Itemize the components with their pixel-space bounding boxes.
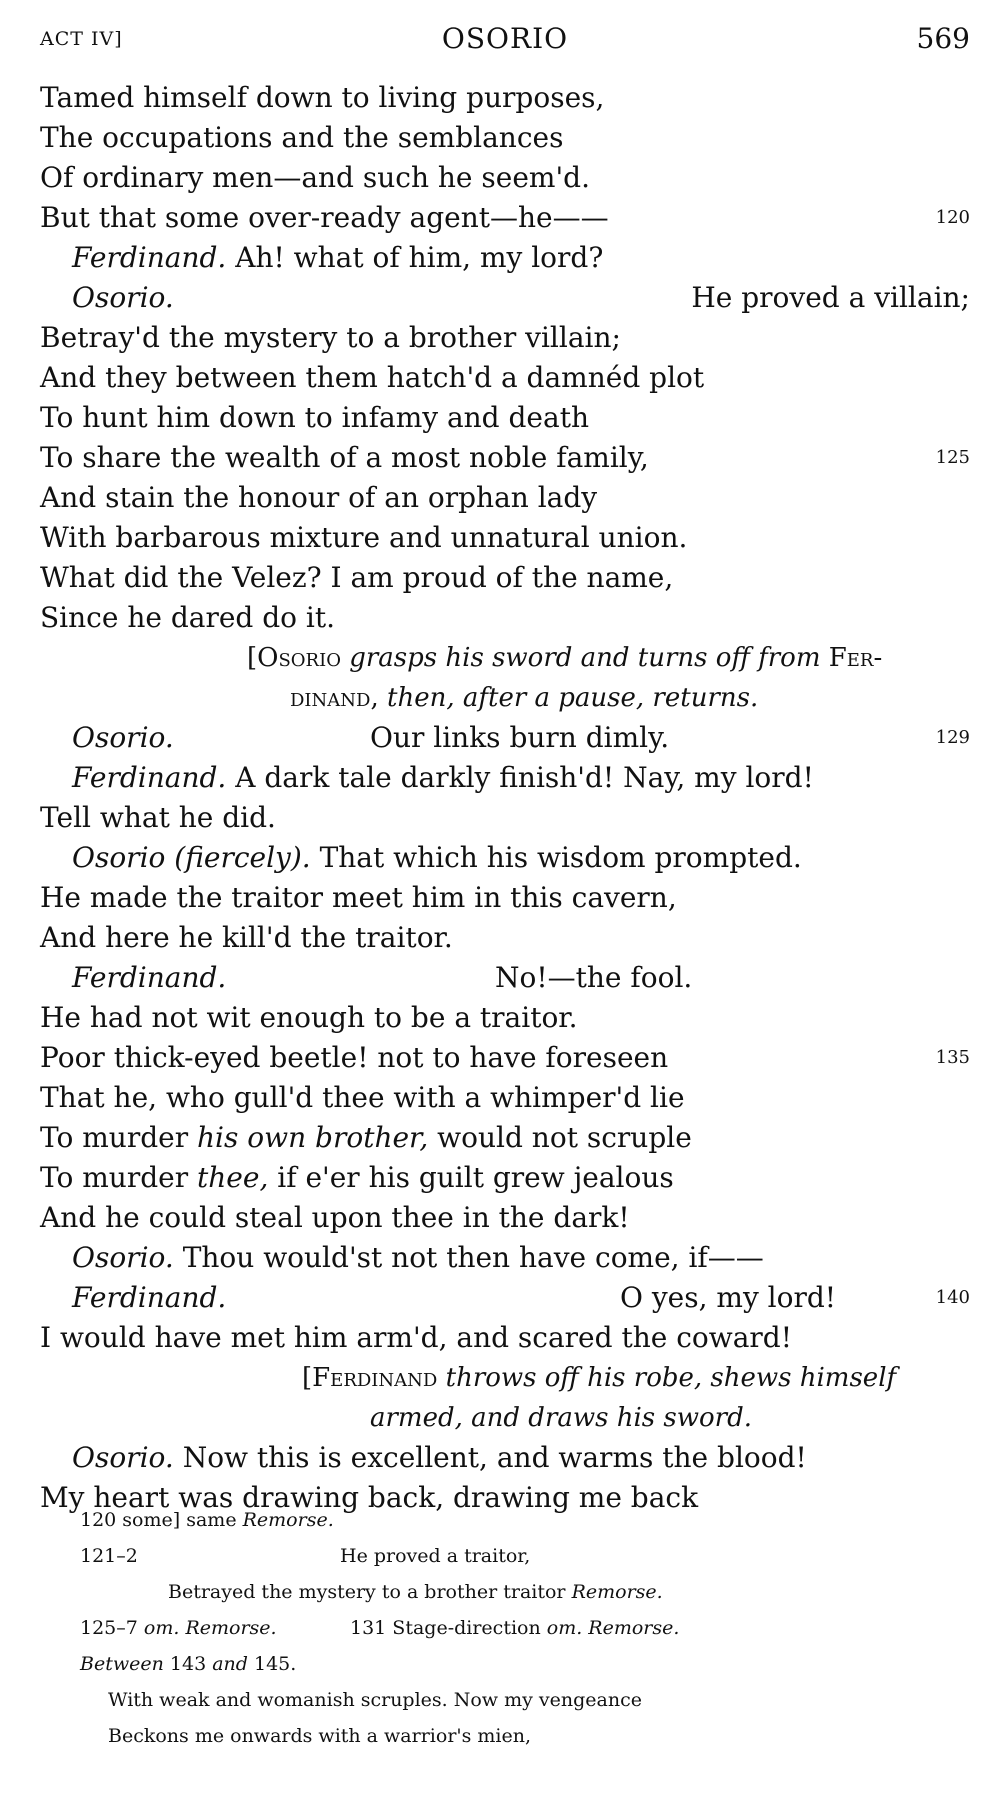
line-number: 129 [935,727,970,748]
verse-line: Osorio (fiercely). That which his wisdom prompted. [72,841,802,874]
verse-line: He made the traitor meet him in this cavern, [40,881,677,914]
footnote-line: With weak and womanish scruples. Now my vengeance [108,1689,642,1711]
verse-line: To share the wealth of a most noble family, 125 [40,438,970,478]
verse-line: Osorio. Now this is excellent, and warms the blood! [72,1441,807,1474]
page-title: OSORIO [441,22,569,55]
verse-line: Of ordinary men—and such he seem'd. [40,161,590,194]
verse-line: Osorio. Thou would'st not then have come, if—— [72,1241,764,1274]
stage-direction: [Osorio grasps his sword and turns off from Fer- [247,643,883,673]
verse-line: My heart was drawing back, drawing me back [40,1481,699,1514]
speaker: Osorio (fiercely). [72,841,311,874]
verse-line: And stain the honour of an orphan lady [40,481,598,514]
footnote-line: Beckons me onwards with a warrior's mien, [108,1725,532,1747]
verse-line: Ferdinand. Ah! what of him, my lord? [72,241,604,274]
speaker: Osorio. [72,1241,174,1274]
verse-line: Tell what he did. [40,801,276,834]
verse-line: Betray'd the mystery to a brother villain; [40,321,621,354]
verse-line: That he, who gull'd thee with a whimper'd lie [40,1081,685,1114]
verse-line: Poor thick-eyed beetle! not to have foreseen 135 [40,1038,970,1078]
footnote-line: 121–2 He proved a traitor, [80,1545,531,1567]
stage-direction: dinand, then, after a pause, returns. [290,683,759,713]
verse-line: Ferdinand. A dark tale darkly finish'd! Nay, my lord! [72,761,814,794]
verse-line: And here he kill'd the traitor. [40,921,453,954]
verse-line: He had not wit enough to be a traitor. [40,1001,578,1034]
verse-line: To murder his own brother, would not scruple [40,1121,692,1154]
verse-line: And they between them hatch'd a damnéd plot [40,361,705,394]
verse-text [40,78,970,1518]
footnote-line: 125–7 om. Remorse. 131 Stage-direction om. Remorse. [80,1617,680,1639]
verse-line: I would have met him arm'd, and scared the coward! [40,1321,792,1354]
speaker: Ferdinand. [72,961,227,994]
verse-line: To hunt him down to infamy and death [40,401,589,434]
page-number: 569 [916,22,970,55]
act-label: ACT IV] [40,28,123,50]
line-number: 120 [935,207,970,228]
running-header [40,22,970,62]
verse-line: Ferdinand. O yes, my lord! 140 [40,1278,970,1318]
page [40,0,970,1819]
line-number: 135 [935,1047,970,1068]
speaker: Ferdinand. [72,241,227,274]
speaker: Ferdinand. [72,761,227,794]
stage-direction: armed, and draws his sword. [370,1403,752,1433]
footnotes [80,1502,960,1754]
footnote-line: Betrayed the mystery to a brother traitor Remorse. [168,1581,663,1603]
verse-line: And he could steal upon thee in the dark! [40,1201,630,1234]
line-number: 140 [935,1287,970,1308]
verse-line: Since he dared do it. [40,601,336,634]
speaker: Osorio. [72,721,174,754]
speaker: Osorio. [72,281,174,314]
verse-line: Tamed himself down to living purposes, [40,81,605,114]
verse-line: With barbarous mixture and unnatural union. [40,521,688,554]
line-number: 125 [935,447,970,468]
verse-line: Ferdinand. No!—the fool. [40,958,970,998]
stage-direction: [Ferdinand throws off his robe, shews himself [302,1363,897,1393]
verse-line: The occupations and the semblances [40,121,564,154]
footnote-line: 120 some] same Remorse. [80,1509,334,1531]
speaker: Ferdinand. [72,1281,227,1314]
speaker: Osorio. [72,1441,174,1474]
verse-line: But that some over-ready agent—he—— 120 [40,198,970,238]
verse-line: Osorio. He proved a villain; [40,278,970,318]
verse-line: What did the Velez? I am proud of the name, [40,561,674,594]
footnote-line: Between 143 and 145. [80,1653,297,1675]
verse-line: Osorio. Our links burn dimly. 129 [40,718,970,758]
verse-line: To murder thee, if e'er his guilt grew jealous [40,1161,674,1194]
